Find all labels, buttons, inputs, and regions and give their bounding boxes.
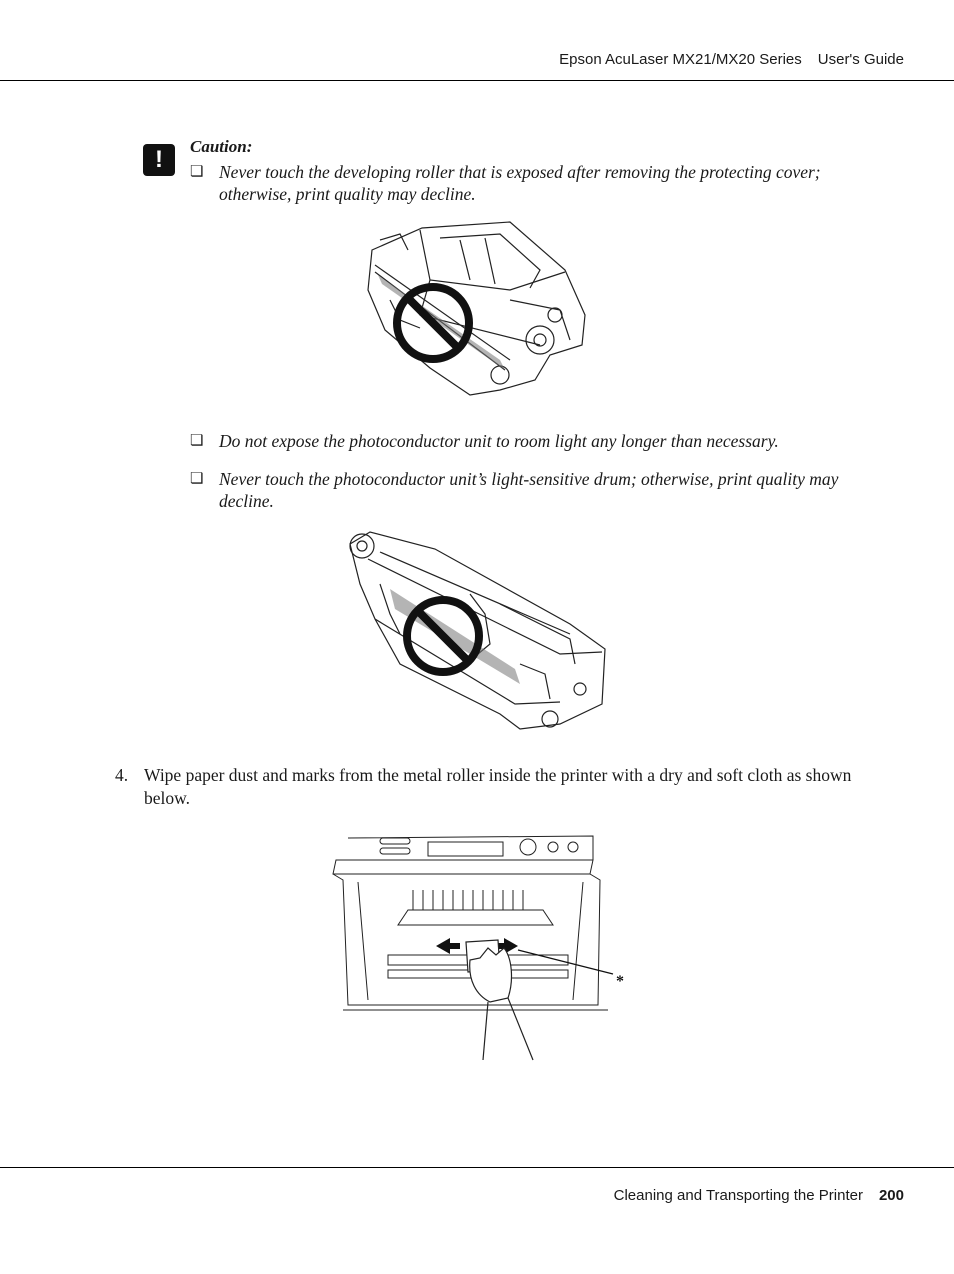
developing-roller-illustration [360,220,590,400]
caution-bullet-text: Do not expose the photoconductor unit to room light any longer than necessary. [219,431,779,451]
page-number: 200 [878,1187,904,1204]
caution-bullet-text: Never touch the developing roller that is exposed after removing the protecting cover; otherwise, print quality may decline. [219,162,821,204]
photoconductor-drum-illustration [340,524,610,736]
caution-bullet [190,468,890,512]
header-guide: User's Guide [817,51,904,68]
caution-bullet [190,161,890,205]
checkbox-bullet-icon: ❏ [190,164,204,180]
caution-bullet-text: Never touch the photoconductor unit’s light-sensitive drum; otherwise, print quality may decline. [219,469,839,511]
caution-title: Caution: [190,137,253,156]
caution-bullet [190,430,890,452]
checkbox-bullet-icon: ❏ [190,433,204,449]
footer-rule [0,1167,954,1168]
procedure-step [115,764,885,810]
header-product: Epson AcuLaser MX21/MX20 Series [559,51,802,68]
exclamation-icon: ! [143,144,175,176]
step-number: 4. [115,765,129,785]
running-header [559,51,904,68]
header-rule [0,80,954,81]
running-footer [614,1187,904,1204]
callout-asterisk: * [616,973,624,990]
checkbox-bullet-icon: ❏ [190,471,204,487]
footer-section: Cleaning and Transporting the Printer [613,1187,863,1204]
wipe-roller-illustration [328,830,628,1064]
step-text: Wipe paper dust and marks from the metal roller inside the printer with a dry and soft cloth as shown below. [144,765,852,808]
